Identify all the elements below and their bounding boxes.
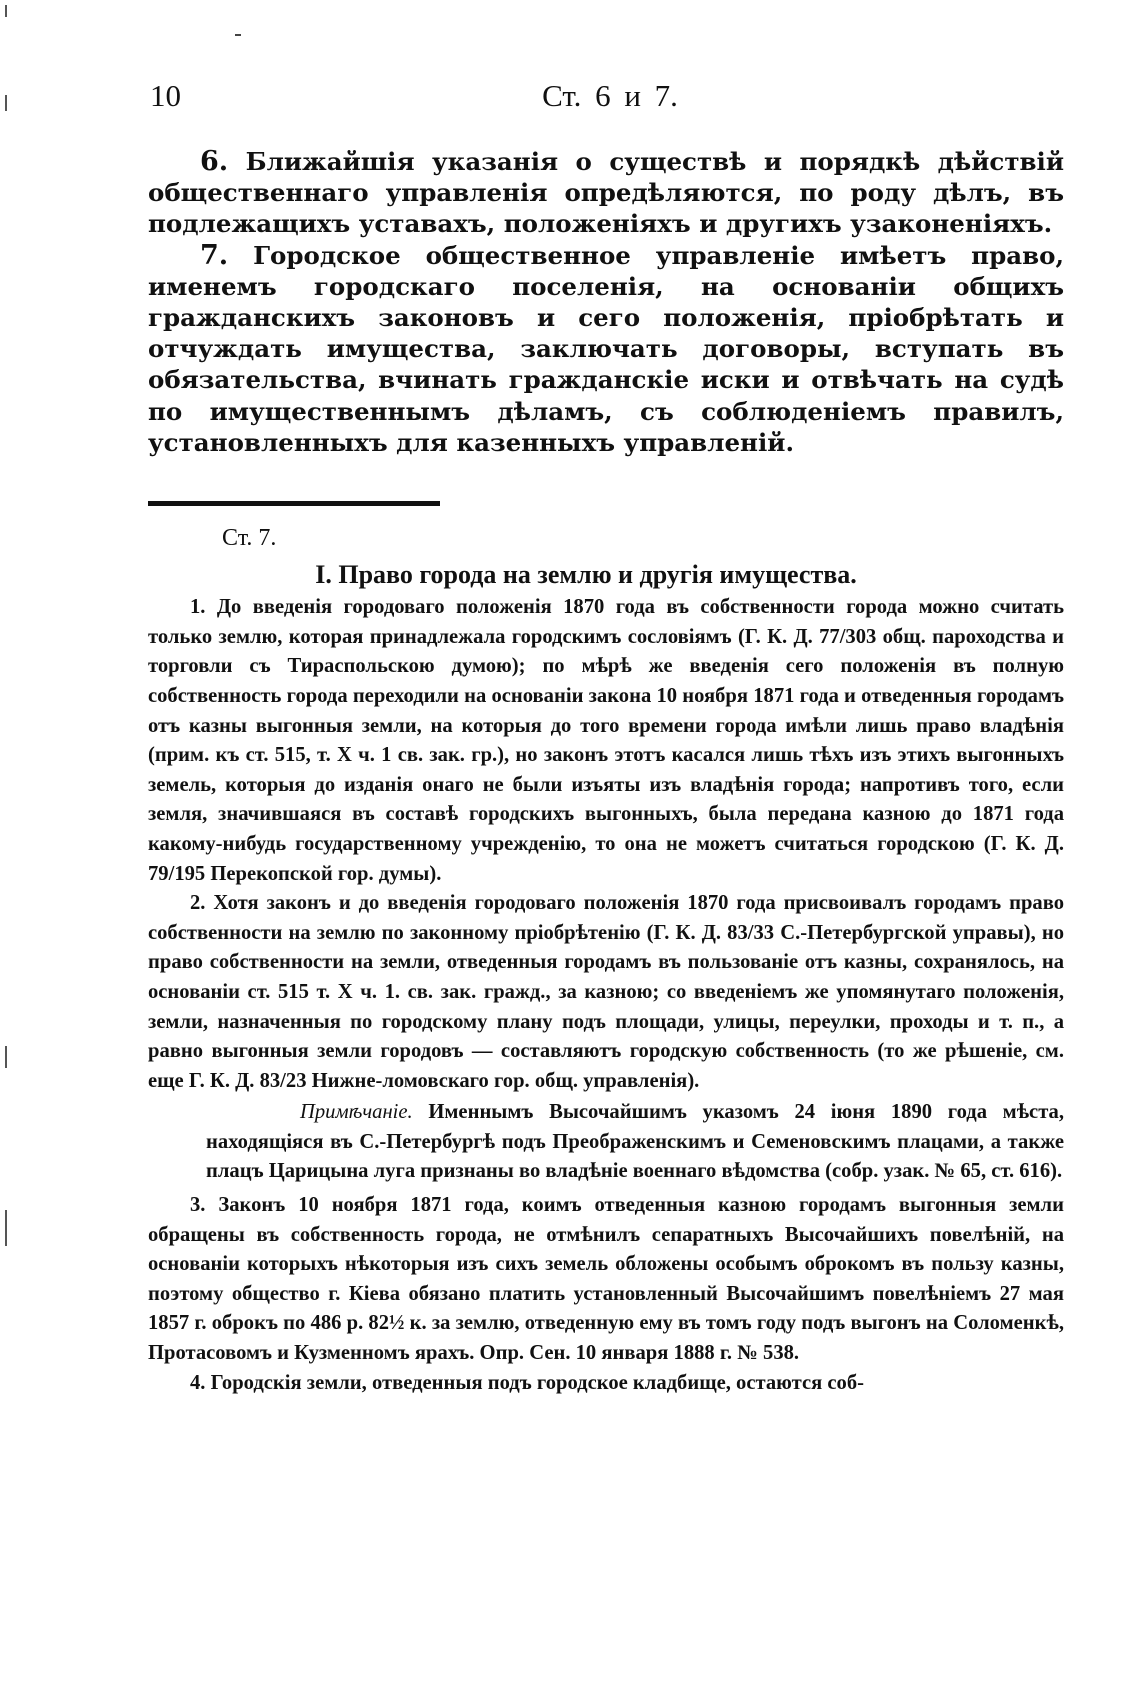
scan-speck bbox=[235, 34, 241, 36]
scan-edge-mark bbox=[5, 5, 7, 17]
note-number: 2. bbox=[190, 892, 206, 915]
note-body: Хотя законъ и до введенія городоваго положенія 1870 года присвоивалъ городамъ право собственности на землю по законному пріобрѣтенію (Г. К. Д. 83/33 С.-Петербургской управы), но право собственности на земли, отведенныя городамъ въ пользованіе отъ казны, сохранялось, на основаніи ст. 515 т. X ч. 1. св. зак. гражд., за казною; со введеніемъ же упомянутаго положенія, земли, назначенныя по городскому плану подъ площади, улицы, переулки, проходы и т. п., а равно выгонныя земли городовъ — составляютъ городскую собственность (то же рѣшеніе, см. еще Г. К. Д. 83/23 Нижне-ломовскаго гор. общ. управленія). bbox=[148, 892, 1064, 1092]
section-heading: I. Право города на землю и другія имущества. bbox=[315, 559, 857, 589]
note-paragraph bbox=[148, 889, 1064, 1096]
scan-edge-mark bbox=[5, 1046, 7, 1068]
commentary-article-ref: Ст. 7. bbox=[222, 525, 277, 551]
page-number: 10 bbox=[150, 78, 181, 113]
note-body: Законъ 10 ноября 1871 года, коимъ отведенныя казною городамъ выгонныя земли обращены въ собственность города, не отмѣнилъ сепаратныхъ Высочайшихъ повелѣній, на основаніи которыхъ нѣкоторыя изъ сихъ земель обложены особымъ оброкомъ въ пользу казны, поэтому общество г. Кіева обязано платить установленный Высочайшимъ повелѣніемъ 27 мая 1857 г. оброкъ по 486 р. 82½ к. за землю, отведенную ему въ томъ году подъ выгонъ на Соломенкѣ, Протасовомъ и Кузменномъ ярахъ. Опр. Сен. 10 января 1888 г. № 538. bbox=[148, 1194, 1064, 1365]
footnote-rule bbox=[148, 501, 440, 506]
remark-body: Именнымъ Высочайшимъ указомъ 24 іюня 1890 года мѣста, находящіяся въ С.-Петербургѣ подъ Преображенскимъ и Семеновскимъ плацами, а также плацъ Царицына луга признаны во владѣніе военнаго вѣдомства (собр. узак. № 65, ст. 616). bbox=[206, 1101, 1065, 1183]
remark-paragraph bbox=[148, 1098, 1064, 1187]
article-number: 6. bbox=[200, 146, 229, 177]
note-paragraph bbox=[148, 1369, 1064, 1399]
article-6 bbox=[148, 146, 1064, 240]
note-body: Городскія земли, отведенныя подъ городское кладбище, остаются соб- bbox=[210, 1371, 864, 1394]
scan-edge-mark bbox=[5, 95, 7, 111]
remark-label: Примѣчаніе. bbox=[300, 1101, 413, 1124]
scan-edge-mark bbox=[5, 1210, 7, 1246]
article-7 bbox=[148, 240, 1064, 458]
statute-text bbox=[148, 146, 1064, 458]
page-header bbox=[150, 78, 1070, 118]
note-number: 3. bbox=[190, 1194, 206, 1217]
running-title: Ст. 6 и 7. bbox=[542, 78, 678, 113]
note-paragraph bbox=[148, 1191, 1064, 1369]
article-body: Ближайшія указанія о существѣ и порядкѣ дѣйствій общественнаго управленія опредѣляются, по роду дѣлъ, въ подлежащихъ уставахъ, положеніяхъ и другихъ узаконеніяхъ. bbox=[148, 147, 1064, 239]
article-number: 7. bbox=[200, 239, 229, 271]
note-paragraph bbox=[148, 593, 1064, 889]
note-number: 1. bbox=[190, 596, 206, 619]
note-body: До введенія городоваго положенія 1870 года въ собственности города можно считать только землю, которая принадлежала городскимъ сословіямъ (Г. К. Д. 77/303 общ. пароходства и торговли съ Тираспольскою думою); по мѣрѣ же введенія сего положенія въ полную собственность города переходили на основаніи закона 10 ноября 1871 года и отведенныя городамъ отъ казны выгонныя земли, на которыя до того времени города имѣли лишь право владѣнія (прим. къ ст. 515, т. X ч. 1 св. зак. гр.), но законъ этотъ касался лишь тѣхъ изъ этихъ выгонныхъ земель, которыя до изданія онаго не были изъяты изъ владѣнія города; напротивъ того, если земля, значившаяся въ составѣ городскихъ выгонныхъ, была передана казною до 1871 года какому-нибудь государственному учрежденію, то она не можетъ считаться городскою (Г. К. Д. 79/195 Перекопской гор. думы). bbox=[148, 596, 1064, 885]
note-number: 4. bbox=[190, 1371, 206, 1394]
article-body: Городское общественное управленіе имѣетъ право, именемъ городскаго поселенія, на основаніи общихъ гражданскихъ законовъ и сего положенія, пріобрѣтать и отчуждать имущества, заключать договоры, вступать въ обязательства, вчинать гражданскіе иски и отвѣчать на судѣ по имущественнымъ дѣламъ, съ соблюденіемъ правилъ, установленныхъ для казенныхъ управленій. bbox=[148, 240, 1064, 457]
commentary bbox=[148, 524, 1064, 1398]
